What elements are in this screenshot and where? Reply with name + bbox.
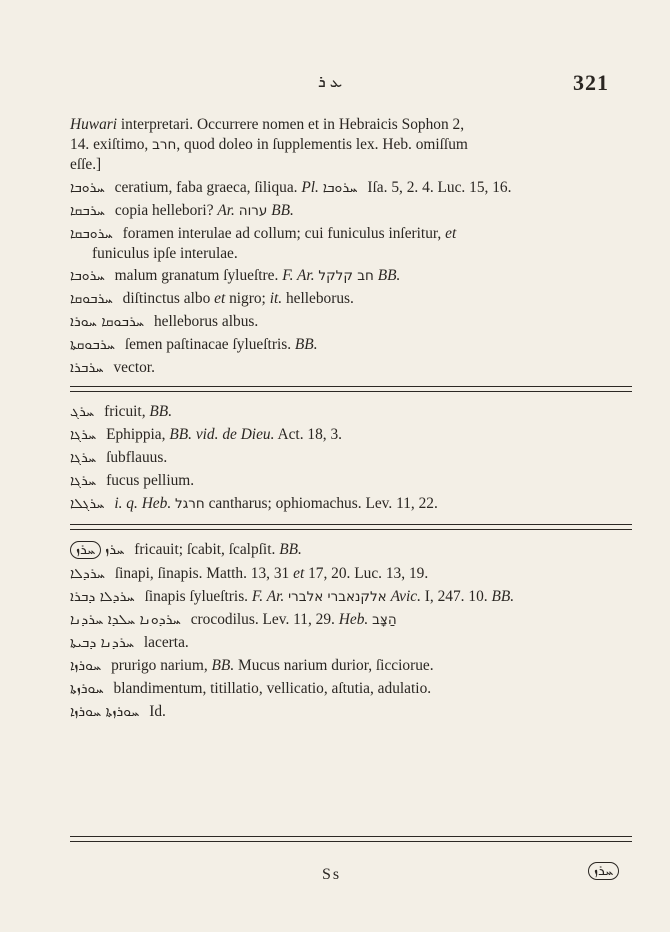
reference: Iſa. 5, 2. 4. Luc. 15, 16. [363,179,512,196]
abbrev: F. Ar. [282,267,315,284]
entry [70,564,632,584]
entry [70,178,632,198]
gloss: helleborus albus. [150,313,259,330]
gloss: vector. [109,359,155,376]
hebrew-word: חב קלקל [318,268,374,284]
abbrev: BB. [279,541,302,558]
hebrew-word: הַצָּב [372,612,397,628]
gloss: Ephippia, [102,426,170,443]
gloss: Mucus narium durior, ſicciorue. [234,657,434,674]
syriac-headword: ܚܘܪܙܐ [70,658,102,674]
entry [70,471,632,491]
entry [70,224,632,244]
entry [70,312,632,332]
abbrev: i. q. Heb. [114,495,172,512]
catchword [588,862,619,880]
abbrev: BB. [373,267,401,284]
gloss: fricauit; ſcabit, ſcalpſit. [130,541,280,558]
syriac-headword: ܚܪܘܒܐ [70,180,105,196]
gloss: funiculus ipſe interulae. [92,245,238,262]
root-syriac: ܚܪܙ [76,542,96,558]
syriac-headword: ܚܪܓܐ [70,473,97,489]
abbrev: it. [269,290,283,307]
running-head-syriac: ܥ ܪ [318,74,343,91]
abbrev: F. Ar. [251,588,285,605]
syriac-headword: ܚܪܕܠܐ ܕܒܪܐ [70,589,135,605]
gloss: helleborus. [282,290,354,307]
abbrev: et [214,290,226,307]
term-huwari: Huwari [70,116,118,133]
gloss: Id. [145,703,166,720]
abbrev: BB. [149,403,173,420]
intro-line-3 [70,155,632,175]
gloss: ceratium, faba graeca, ſiliqua. [110,179,302,196]
syriac-headword: ܚܪܒܘܩܐ ܚܘܪܐ [70,314,145,330]
entry [70,358,632,378]
abbrev: Ar. [217,202,235,219]
intro-text: , quod doleo in ſupplementis lex. Heb. omiſſum [176,136,468,153]
reference: I, 247. 10. [420,588,492,605]
section-divider [70,524,632,525]
syriac-headword: ܚܪܕܘܢܐ ܚܠܕܐ ܚܪܕܢܐ [70,612,181,628]
hebrew-word: חרגל [175,496,205,512]
entry [70,201,632,221]
reference: Act. 18, 3. [274,426,343,443]
syriac-headword: ܚܪܒܘܩܬܐ [70,337,115,353]
entry [70,448,632,468]
entry [70,494,632,514]
gloss: nigro; [225,290,270,307]
syriac-headword: ܚܪܒܪܐ [70,360,104,376]
gloss: lacerta. [140,634,189,651]
gloss: fucus pellium. [102,472,195,489]
syriac-headword: ܚܪܕܠܐ [70,566,105,582]
syriac-headword: ܚܪܓ [70,404,95,420]
entry [70,633,632,653]
abbrev: BB. [267,202,294,219]
hebrew-word: ערוה [238,203,268,219]
page-number: 321 [573,70,609,95]
syriac-headword: ܚܪܕܢܐ ܕܒܝܬܐ [70,635,135,651]
syriac-headword: ܚܪܙ [105,542,125,558]
abbrev: Pl. [301,179,319,196]
intro-line-1 [70,115,632,135]
abbrev: BB. [294,336,318,353]
entry [70,679,632,699]
intro-text: 14. exiſtimo, [70,136,153,153]
signature-mark: Ss [322,866,342,883]
syriac-headword: ܚܪܒܘܩܐ [70,291,113,307]
syriac-headword: ܚܪܘܒܐ [70,268,105,284]
gloss: blandimentum, titillatio, vellicatio, aſtutia, adulatio. [109,680,432,697]
gloss: ſinapi, ſinapis. Matth. 13, 31 [110,565,294,582]
syriac-headword: ܚܪܘܒܩܐ [70,226,113,242]
gloss: crocodilus. Lev. 11, 29. [186,611,339,628]
entry [70,540,632,560]
entry [70,656,632,676]
syriac-headword: ܚܪܓܐ [70,450,97,466]
entry [70,266,632,286]
abbrev: Avic. [390,588,421,605]
reference: 17, 20. Luc. 13, 19. [304,565,429,582]
abbrev: Heb. [338,611,369,628]
syriac-headword: ܚܪܓܐ [70,427,97,443]
hebrew-word: חרב [152,137,177,153]
abbrev: et [445,225,457,242]
gloss: cantharus; ophiomachus. Lev. 11, 22. [204,495,438,512]
gloss: malum granatum ſylueſtre. [110,267,283,284]
abbrev: et [293,565,305,582]
gloss: ſemen paſtinacae ſylueſtris. [120,336,295,353]
section-divider [70,386,632,387]
intro-line-2 [70,135,632,155]
gloss: ſubflauus. [102,449,168,466]
gloss: foramen interulae ad collum; cui funiculus inſeritur, [118,225,446,242]
entry [70,425,632,445]
gloss: prurigo narium, [107,657,212,674]
section-divider-thin [70,391,632,392]
entry [70,610,632,630]
abbrev: BB. [211,657,235,674]
syriac-headword: ܚܪܓܠܐ [70,496,105,512]
footer-rule [70,836,632,837]
footer-rule-thin [70,841,632,842]
abbrev: BB. [491,588,515,605]
syriac-headword: ܚܘܪܙܬܐ ܚܘܪܙܐ [70,704,140,720]
catchword-syriac: ܚܪܙ [594,863,614,879]
abbrev: BB. vid. de Dieu. [169,426,275,443]
entry [70,289,632,309]
gloss: fricuit, [100,403,150,420]
entry [70,335,632,355]
arabic-in-hebrew: אלקנאברי אלברי [288,589,387,605]
syriac-word: ܚܪܘܒܐ [322,180,358,196]
syriac-headword: ܚܘܪܙܬܐ [70,681,104,697]
gloss: copia hellebori? [110,202,218,219]
entry [70,702,632,722]
root-parenthesis [70,541,101,559]
syriac-headword: ܚܪܒܩܐ [70,203,105,219]
gloss: diſtinctus albo [118,290,215,307]
entry [70,402,632,422]
entry-continuation [92,244,632,264]
section-divider-thin [70,529,632,530]
gloss: ſinapis ſylueſtris. [140,588,252,605]
intro-text: interpretari. Occurrere nomen et in Hebraicis Sophon 2, [117,116,465,133]
entry [70,587,632,607]
intro-text: eſſe.] [70,156,102,173]
